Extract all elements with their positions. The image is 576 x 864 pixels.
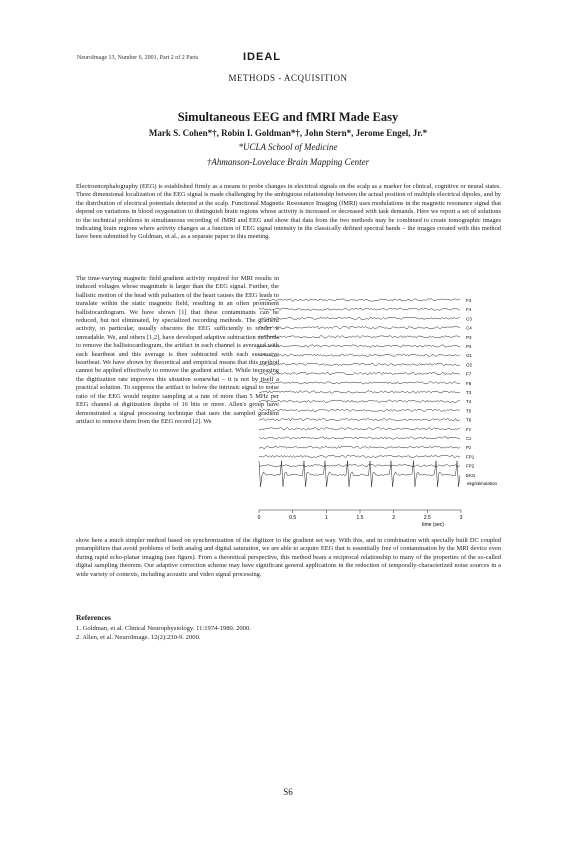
eeg-trace [259,455,460,457]
eeg-trace [259,437,460,439]
channel-label: T5 [466,408,472,414]
eeg-trace [259,354,460,356]
x-tick-label: 1 [324,515,328,521]
channel-label: P3 [466,334,472,340]
channel-label: O2 [466,362,473,368]
channel-label: T6 [466,417,472,423]
eeg-trace [259,326,460,328]
x-tick-label: 0.5 [289,515,297,521]
eeg-trace [259,308,460,310]
author-list: Mark S. Cohen*†, Robin I. Goldman*†, John Stern*, Jerome Engel, Jr.* [148,128,428,138]
channel-label: O1 [466,353,473,359]
references-heading: References [76,613,111,622]
channel-label: Cz [466,436,472,441]
affiliation-2: †Ahmanson-Lovelace Brain Mapping Center [206,157,370,167]
journal-header: NeuroImage 13, Number 6, 2001, Part 2 of 2 Parts [77,55,199,61]
eeg-traces [259,299,460,487]
eeg-trace [259,400,460,402]
eeg-trace [259,391,460,393]
eeg-trace [259,409,460,411]
channel-label: C4 [466,325,472,331]
channel-label: Fz [466,426,471,432]
x-tick-label: 2.5 [423,515,431,521]
eeg-trace [259,461,460,487]
channel-label: FP1 [466,454,475,460]
bottom-paragraph: show here a much simpler method based on synchronization of the digitizer to the gradient set way. With this, and in combination with specially built DC coupled preamplifiers that avoid problems of both analog and digital saturation, we are able to acquire EEG that is essentially free of contamination by the MRI device even during rapid echo-planar imaging (see figure). From a theoretical perspective, this method bears a reciprocal relationship to many of the properties of the so-called digital sampling theorem. Our adaptive correction scheme may have significant general applications in the reduction of temporally-characterized noise sources in a wide variety of contexts, including acoustic and video signal processing. [76,537,501,578]
x-axis [258,510,463,521]
eeg-trace [259,299,460,301]
channel-label: F3 [466,298,472,303]
x-tick-label: 2 [392,515,396,521]
eeg-trace [259,464,460,466]
reference-item: 1. Goldman, et al. Clinical Neurophysiology. 11:1974-1980. 2000. [76,625,251,632]
x-tick-label: 0 [257,515,261,521]
channel-label: C3 [466,316,472,322]
eeg-trace [259,372,460,374]
eeg-trace [259,336,460,338]
references-list [76,624,501,642]
eeg-trace [259,363,460,365]
publisher-logo: IDEAL [243,51,281,63]
paper-title: Simultaneous EEG and fMRI Made Easy [177,110,399,124]
x-tick-label: 3 [459,515,463,521]
eeg-trace [259,382,460,384]
channel-label: T4 [466,399,472,405]
channel-label: F8 [466,380,472,386]
x-axis-label: time (sec) [422,522,444,528]
column-paragraph: The time-varying magnetic field gradient activity required for MRI results in induced voltages whose magnitude is larger than the EEG signal. Further, the ballistic motion of the head with pulsation of the heart causes the EEG leads to translate within the static magnetic field, resulting in an often prominent ballistocardiogram. We have shown [1] that these contaminants can be reduced, but not eliminated, by specialized recording methods. The gradient activity, in particular, usually obscures the EEG sufficiently to render it unreadable. We, and others [1,2], have developed adaptive subtraction methods to remove the ballistocardiogram, the artifact in each channel is averaged with each heartbeat and this average is then subtracted with each successive heartbeat. We have shown by theoretical and empirical means that this method cannot be applied effectively to remove the gradient artifact. While increasing the digitization rate improves this situation somewhat – it is not by itself a practical solution. To suppress the artifact to below the intrinsic signal to noise ratio of the EEG would require sampling at a rate of more than 5 MHz per EEG channel at digitization depths of 16 bits or more. Allen's group have demonstrated a signal processing technique that uses the sampled gradient artifact to remove them from the EEG record [2]. We [76,275,279,425]
eeg-trace [259,428,460,430]
eeg-trace-figure [255,294,498,536]
channel-label: P4 [466,344,472,349]
eeg-trace [259,446,460,448]
page-number: S6 [283,787,293,797]
channel-label: Pz [466,445,472,451]
channel-label: F7 [466,371,472,377]
eeg-trace [259,418,460,420]
ekg-annotation: ekg/stimulation [467,481,498,486]
x-tick-label: 1.5 [356,515,364,521]
eeg-trace [259,317,460,319]
intro-paragraph: Electroencephalography (EEG) is established firmly as a means to probe changes in electrical signals on the scalp as a marker for clinical, cognitive or neural states. Three dimensional localization of the EEG signal is made challenging by the ambiguous relationship between the actual position of multiple electrical dipoles, and by the distribution of electrical potentials detected at the scalp. Functional Magnetic Resonance Imaging (fMRI) uses modulations in the magnetic resonance signal that depend on variations in blood oxygenation to distinguish brain regions whose activity is increased or decreased with task demands. Here we report a set of solutions to the technical problems in simultaneous recording of fMRI and EEG and show that data from the two methods may be combined to create tomographic images indicating brain regions where activity changes as a function of EEG signal intensity in the classically defined spectral bands – the images created with this method have been submitted by Goldman, et al., as a separate paper to this meeting. [76,183,501,241]
channel-label: FP2 [466,463,475,469]
channel-label: EKG [466,472,476,478]
reference-item: 2. Allen, et al. NeuroImage. 12(2):230-9. 2000. [76,634,201,641]
affiliation-1: *UCLA School of Medicine [238,142,338,152]
channel-label: F4 [466,307,472,313]
eeg-trace [259,345,460,347]
section-label: METHODS - ACQUISITION [228,73,348,83]
channel-labels [466,298,476,478]
channel-label: T3 [466,390,472,395]
